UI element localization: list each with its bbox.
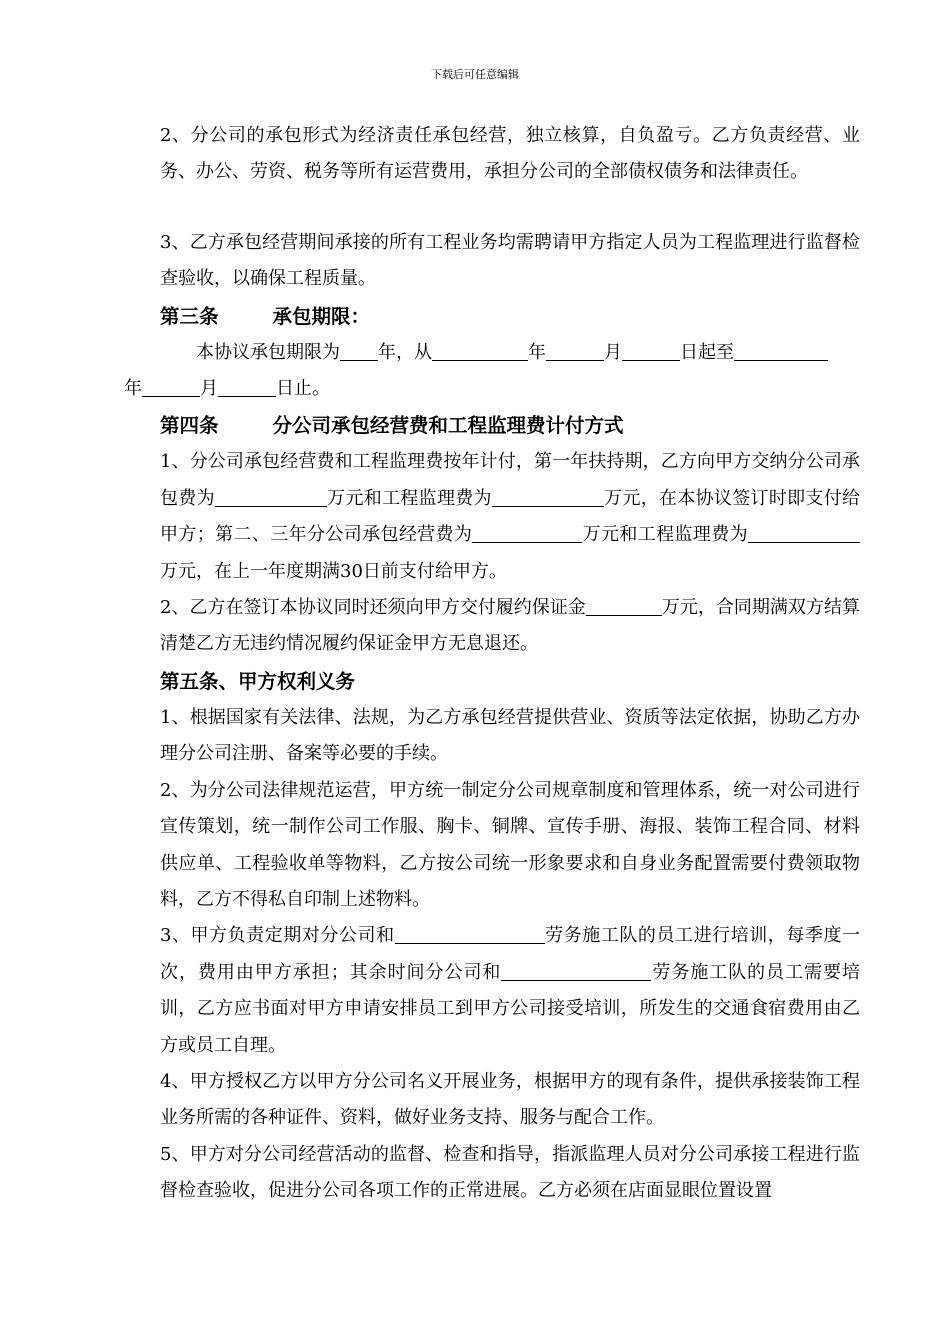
blank-start-year bbox=[432, 342, 528, 361]
blank-end-year bbox=[734, 342, 828, 361]
text: 月 bbox=[604, 341, 622, 363]
text: 万元和工程监理费为 bbox=[326, 487, 492, 509]
article4-number: 第四条 bbox=[160, 414, 219, 438]
article5-heading: 第五条、甲方权利义务 bbox=[160, 669, 356, 693]
blank-labor-team-2 bbox=[501, 962, 651, 981]
article5-item4: 4、甲方授权乙方以甲方分公司名义开展业务，根据甲方的现有条件，提供承接装饰工程业务所需的各种证件、资料，做好业务支持、服务与配合工作。 bbox=[160, 1070, 860, 1129]
page-header-note: 下载后可任意编辑 bbox=[431, 68, 519, 81]
text: 1、分公司承包经营费和工程监理费按年计付，第一年扶持期，乙方向甲方交纳分公司承包费为 bbox=[160, 451, 860, 509]
text: 月 bbox=[200, 378, 218, 400]
text: 日起至 bbox=[680, 341, 734, 363]
article5-item5: 5、甲方对分公司经营活动的监督、检查和指导，指派监理人员对分公司承接工程进行监督检查验收，促进分公司各项工作的正常进展。乙方必须在店面显眼位置设置 bbox=[160, 1143, 860, 1202]
document-body bbox=[124, 118, 861, 1210]
article4-title: 分公司承包经营费和工程监理费计付方式 bbox=[272, 414, 624, 438]
article3-term bbox=[124, 335, 860, 408]
article4-item1 bbox=[160, 444, 860, 590]
blank-start-day bbox=[622, 342, 680, 361]
article4-heading bbox=[160, 407, 860, 444]
text: 年 bbox=[528, 341, 546, 363]
text: 3、甲方负责定期对分公司和 bbox=[160, 925, 395, 947]
blank-end-day bbox=[218, 378, 276, 397]
blank-end-month bbox=[142, 378, 200, 397]
article3-number: 第三条 bbox=[160, 304, 219, 328]
article5-item2: 2、为分公司法律规范运营，甲方统一制定分公司规章制度和管理体系，统一对公司进行宣传策划，统一制作公司工作服、胸卡、铜牌、宣传手册、海报、装饰工程合同、材料供应单、工程验收单等物料，乙方按公司统一形象要求和自身业务配置需要付费领取物料，乙方不得私自印制上述物料。 bbox=[160, 779, 860, 910]
paragraph-gap bbox=[160, 191, 860, 225]
text: 万元，在本协议签订时即支付给甲方；第二、三年分公司承包经营费为 bbox=[160, 487, 861, 546]
text: 万元和工程监理费为 bbox=[582, 524, 748, 546]
blank-supervision-fee-y2 bbox=[748, 524, 860, 543]
blank-contract-fee-y1 bbox=[215, 488, 327, 507]
text: 劳务施工队的员工需要培训，乙方应书面对甲方申请安排员工到甲方公司接受培训，所发生的交通食宿费用由乙方或员工自理。 bbox=[160, 961, 861, 1056]
text: 年 bbox=[124, 378, 142, 400]
text: 万元，在上一年度期满30日前支付给甲方。 bbox=[160, 560, 507, 582]
text: 2、乙方在签订本协议同时还须向甲方交付履约保证金 bbox=[160, 597, 586, 619]
article3-heading bbox=[160, 298, 860, 335]
blank-years bbox=[340, 342, 378, 361]
text: 万元，合同期满双方结算清楚乙方无违约情况履约保证金甲方无息退还。 bbox=[160, 597, 860, 655]
article3-title: 承包期限： bbox=[272, 304, 371, 328]
blank-contract-fee-y2 bbox=[472, 524, 582, 543]
article2-item2: 2、分公司的承包形式为经济责任承包经营，独立核算，自负盈亏。乙方负责经营、业务、办公、劳资、税务等所有运营费用，承担分公司的全部债权债务和法律责任。 bbox=[160, 125, 860, 183]
blank-supervision-fee-y1 bbox=[492, 488, 604, 507]
article5-item1: 1、根据国家有关法律、法规，为乙方承包经营提供营业、资质等法定依据，协助乙方办理分公司注册、备案等必要的手续。 bbox=[160, 706, 860, 765]
text: 劳务施工队的员工进行培训，每季度一次，费用由甲方承担；其余时间分公司和 bbox=[160, 925, 860, 983]
text: 本协议承包期限为 bbox=[196, 341, 340, 363]
article4-item2 bbox=[160, 590, 860, 663]
text: 日止。 bbox=[276, 378, 330, 400]
article5-item3 bbox=[160, 918, 860, 1064]
text: 年，从 bbox=[378, 341, 432, 363]
blank-performance-deposit bbox=[586, 597, 662, 616]
blank-start-month bbox=[546, 342, 604, 361]
article2-item3: 3、乙方承包经营期间承接的所有工程业务均需聘请甲方指定人员为工程监理进行监督检查验收，以确保工程质量。 bbox=[160, 231, 860, 290]
blank-labor-team-1 bbox=[395, 925, 545, 944]
